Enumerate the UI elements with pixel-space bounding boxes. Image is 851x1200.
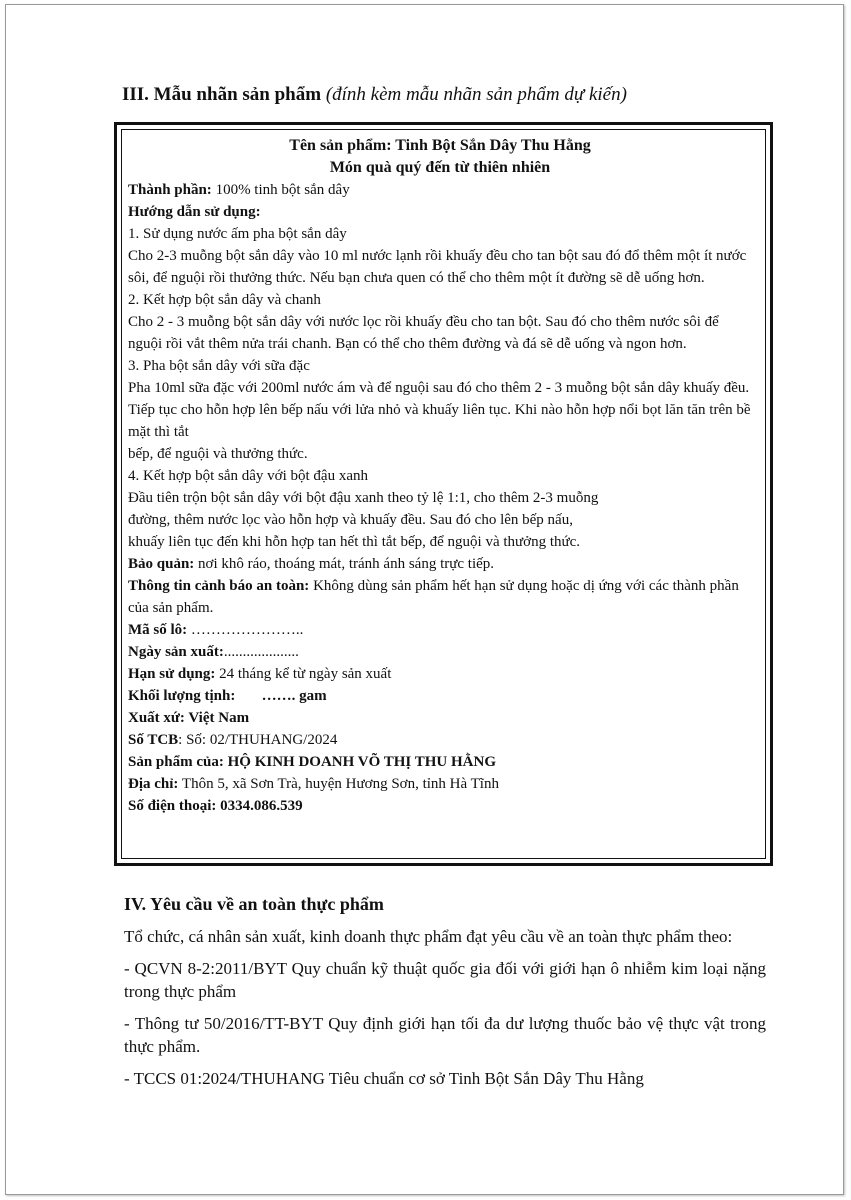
product-label-box (114, 122, 773, 866)
section4-item2: - Thông tư 50/2016/TT-BYT Quy định giới hạn tối đa dư lượng thuốc bảo vệ thực vật trong thực phẩm. (124, 1014, 766, 1056)
warning-value: Không dùng sản phẩm hết hạn sử dụng hoặc dị ứng với các thành phần của sản phẩm. (128, 578, 739, 616)
section4-heading: IV. Yêu cầu về an toàn thực phẩm (124, 894, 384, 914)
expiry-value: 24 tháng kể từ ngày sản xuất (215, 666, 392, 682)
storage-line (128, 553, 752, 575)
origin-line: Xuất xứ: Việt Nam (128, 710, 250, 726)
storage-value: nơi khô ráo, thoáng mát, tránh ánh sáng trực tiếp. (194, 556, 495, 572)
method1-text: Cho 2-3 muỗng bột sắn dây vào 10 ml nước lạnh rồi khuấy đều cho tan bột sau đó đổ thêm một ít nước sôi, để nguội rồi thưởng thức. Nếu bạn chưa quen có thể cho thêm một ít đường sẽ dễ uống hơn. (128, 248, 747, 286)
ingredients-value: 100% tinh bột sắn dây (211, 182, 350, 198)
method4-line1: Đầu tiên trộn bột sắn dây với bột đậu xanh theo tỷ lệ 1:1, cho thêm 2-3 muỗng (128, 490, 599, 506)
ingredients-line (128, 179, 752, 201)
product-slogan: Món quà quý đến từ thiên nhiên (329, 159, 551, 176)
method2-title: 2. Kết hợp bột sắn dây và chanh (128, 292, 321, 308)
producer-line (128, 751, 752, 773)
warning-label: Thông tin cảnh báo an toàn: (128, 578, 310, 594)
address-line (128, 773, 752, 795)
section4-intro: Tổ chức, cá nhân sản xuất, kinh doanh thực phẩm đạt yêu cầu về an toàn thực phẩm theo: (124, 927, 733, 946)
tcb-label: Số TCB (128, 732, 179, 748)
expiry-line (128, 663, 752, 685)
method3-text: Pha 10ml sữa đặc với 200ml nước ám và để nguội sau đó cho thêm 2 - 3 muỗng bột sắn dây khuấy đều. Tiếp tục cho hỗn hợp lên bếp nấu với lửa nhỏ và khuấy liên tục. Khi nào hỗn hợp nổi bọt lăn tăn trên bề mặt thì tắt (128, 380, 751, 440)
usage-heading: Hướng dẫn sử dụng: (128, 204, 261, 220)
lot-label: Mã số lô: (128, 622, 188, 638)
method1-title: 1. Sử dụng nước ấm pha bột sắn dây (128, 226, 347, 242)
method4-line3: khuấy liên tục đến khi hỗn hợp tan hết thì tắt bếp, để nguội và thưởng thức. (128, 534, 581, 550)
lot-line (128, 619, 752, 641)
ingredients-label: Thành phần: (128, 182, 212, 198)
lot-value: ………………….. (187, 622, 304, 638)
section4-item1: - QCVN 8-2:2011/BYT Quy chuẩn kỹ thuật quốc gia đối với giới hạn ô nhiễm kim loại nặng trong thực phẩm (124, 959, 766, 1001)
product-label-content (128, 135, 752, 817)
method4-title: 4. Kết hợp bột sắn dây với bột đậu xanh (128, 468, 368, 484)
mfg-date-value: .................... (223, 644, 299, 660)
expiry-label: Hạn sử dụng: (128, 666, 216, 682)
storage-label: Bảo quản: (128, 556, 195, 572)
tcb-value: : Số: 02/THUHANG/2024 (178, 732, 338, 748)
net-weight-label: Khối lượng tịnh: (128, 688, 236, 704)
method3-title: 3. Pha bột sắn dây với sữa đặc (128, 358, 310, 374)
mfg-date-label: Ngày sản xuất: (128, 644, 224, 660)
mfg-date-line (128, 641, 752, 663)
section3-heading-italic: (đính kèm mẫu nhãn sản phẩm dự kiến) (325, 84, 627, 105)
section3-heading (122, 84, 627, 106)
method4-line2: đường, thêm nước lọc vào hỗn hợp và khuấy đều. Sau đó cho lên bếp nấu, (128, 512, 573, 528)
net-weight-line (128, 685, 752, 707)
address-value: Thôn 5, xã Sơn Trà, huyện Hương Sơn, tỉnh Hà Tĩnh (178, 776, 499, 792)
method3-text-end: bếp, để nguội và thưởng thức. (128, 446, 308, 462)
section3-heading-bold: III. Mẫu nhãn sản phẩm (122, 84, 322, 105)
producer-value: HỘ KINH DOANH VÕ THỊ THU HẰNG (223, 754, 496, 770)
product-name: Tên sản phẩm: Tinh Bột Sắn Dây Thu Hằng (289, 137, 591, 154)
tcb-line (128, 729, 752, 751)
net-weight-value: ……. gam (235, 688, 327, 704)
phone-line: Số điện thoại: 0334.086.539 (128, 798, 303, 814)
method2-text: Cho 2 - 3 muỗng bột sắn dây với nước lọc rồi khuấy đều cho tan bột. Sau đó cho thêm nước sôi để nguội rồi vắt thêm nửa trái chanh. Bạn có thể cho thêm đường và đá sẽ dễ uống và ngon hơn. (128, 314, 719, 352)
address-label: Địa chỉ: (128, 776, 179, 792)
producer-label: Sản phẩm của: (128, 754, 224, 770)
section4-item3: - TCCS 01:2024/THUHANG Tiêu chuẩn cơ sở Tinh Bột Sắn Dây Thu Hằng (124, 1069, 644, 1088)
warning-line (128, 575, 752, 619)
section4 (124, 893, 766, 1099)
